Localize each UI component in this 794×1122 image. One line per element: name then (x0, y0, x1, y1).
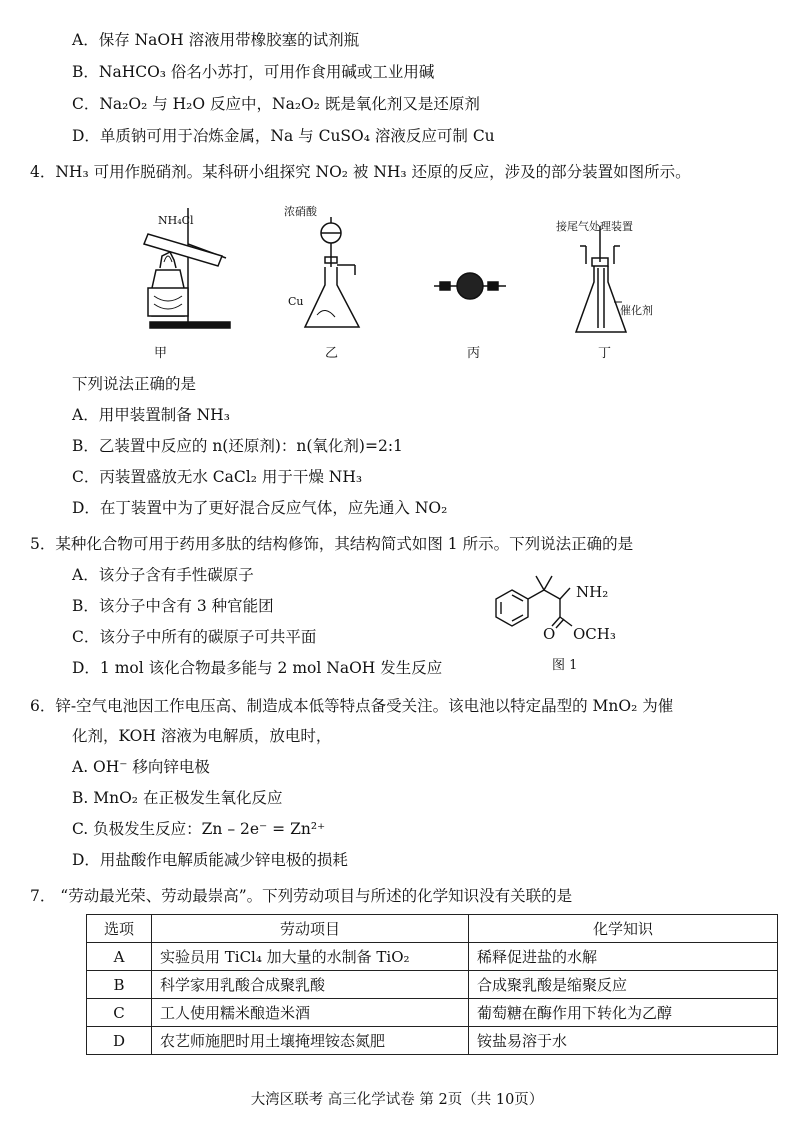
q7-stem: 7． “劳动最光荣、劳动最崇高”。下列劳动项目与所述的化学知识没有关联的是 (30, 887, 573, 905)
q6-option-b: B. MnO₂ 在正极发生氧化反应 (72, 789, 283, 807)
table-cell: 农艺师施肥时用土壤掩埋铵态氮肥 (152, 1027, 469, 1055)
table-cell: D (87, 1027, 152, 1055)
q6-option-c: C. 负极发生反应：Zn – 2e⁻ = Zn²⁺ (72, 820, 326, 838)
label-catalyst: 催化剂 (620, 304, 653, 317)
table-row (87, 943, 778, 971)
apparatus-bing-figure (430, 268, 510, 304)
caption-jia: 甲 (154, 346, 168, 361)
table-cell: 合成聚乳酸是缩聚反应 (469, 971, 778, 999)
caption-yi: 乙 (325, 346, 339, 361)
table-cell: A (87, 943, 152, 971)
table-row (87, 1027, 778, 1055)
page-footer: 大湾区联考 高三化学试卷 第 2页（共 10页） (250, 1092, 544, 1108)
label-nh2: NH₂ (576, 583, 609, 601)
structure-figure (490, 568, 640, 648)
q3-option-c: C．Na₂O₂ 与 H₂O 反应中，Na₂O₂ 既是氧化剂又是还原剂 (72, 95, 480, 113)
q5-option-c: C．该分子中所有的碳原子可共平面 (72, 628, 317, 646)
q6-stem-line2: 化剂，KOH 溶液为电解质，放电时， (72, 727, 332, 745)
table-cell: 工人使用糯米酿造米酒 (152, 999, 469, 1027)
table-cell: 科学家用乳酸合成聚乳酸 (152, 971, 469, 999)
q3-option-a: A．保存 NaOH 溶液用带橡胶塞的试剂瓶 (72, 31, 360, 49)
q6-stem-line1: 6．锌-空气电池因工作电压高、制造成本低等特点备受关注。该电池以特定晶型的 MnO₂ 为催 (30, 697, 674, 715)
label-cu: Cu (288, 295, 304, 308)
table-cell: B (87, 971, 152, 999)
q5-option-d: D．1 mol 该化合物最多能与 2 mol NaOH 发生反应 (72, 659, 443, 677)
q4-stem: 4．NH₃ 可用作脱硝剂。某科研小组探究 NO₂ 被 NH₃ 还原的反应，涉及的部分装置如图所示。 (30, 163, 691, 181)
table-row (87, 999, 778, 1027)
q4-option-b: B．乙装置中反应的 n(还原剂)：n(氧化剂)=2:1 (72, 437, 403, 455)
q5-option-a: A．该分子含有手性碳原子 (72, 566, 254, 584)
q6-option-d: D．用盐酸作电解质能减少锌电极的损耗 (72, 851, 348, 869)
label-tail-gas: 接尾气处理装置 (556, 220, 633, 233)
table-cell: 葡萄糖在酶作用下转化为乙醇 (469, 999, 778, 1027)
label-carbonyl-o: O (543, 625, 556, 643)
q4-option-a: A．用甲装置制备 NH₃ (72, 406, 230, 424)
q4-prompt: 下列说法正确的是 (72, 375, 197, 393)
label-conc-nitric-acid: 浓硝酸 (284, 205, 317, 218)
label-och3: OCH₃ (573, 625, 616, 643)
table-header-cell: 选项 (87, 915, 152, 943)
table-row (87, 971, 778, 999)
apparatus-yi-figure (295, 205, 370, 335)
table-cell: 稀释促进盐的水解 (469, 943, 778, 971)
label-nh4cl: NH₄Cl (158, 214, 194, 227)
table-cell: 实验员用 TiCl₄ 加大量的水制备 TiO₂ (152, 943, 469, 971)
table-header-cell: 化学知识 (469, 915, 778, 943)
apparatus-ding-figure (570, 222, 640, 337)
q5-stem: 5．某种化合物可用于药用多肽的结构修饰，其结构简式如图 1 所示。下列说法正确的是 (30, 535, 634, 553)
q7-table (86, 914, 778, 1055)
table-header-cell: 劳动项目 (152, 915, 469, 943)
q3-option-d: D．单质钠可用于冶炼金属，Na 与 CuSO₄ 溶液反应可制 Cu (72, 127, 495, 145)
q4-option-c: C．丙装置盛放无水 CaCl₂ 用于干燥 NH₃ (72, 468, 363, 486)
q4-option-d: D．在丁装置中为了更好混合反应气体，应先通入 NO₂ (72, 499, 448, 517)
q5-option-b: B．该分子中含有 3 种官能团 (72, 597, 274, 615)
table-cell: C (87, 999, 152, 1027)
caption-bing: 丙 (467, 346, 481, 361)
table-cell: 铵盐易溶于水 (469, 1027, 778, 1055)
q3-option-b: B．NaHCO₃ 俗名小苏打，可用作食用碱或工业用碱 (72, 63, 435, 81)
caption-ding: 丁 (598, 346, 612, 361)
q6-option-a: A. OH⁻ 移向锌电极 (72, 758, 210, 776)
table-header-row (87, 915, 778, 943)
figure-1-caption: 图 1 (552, 658, 578, 673)
